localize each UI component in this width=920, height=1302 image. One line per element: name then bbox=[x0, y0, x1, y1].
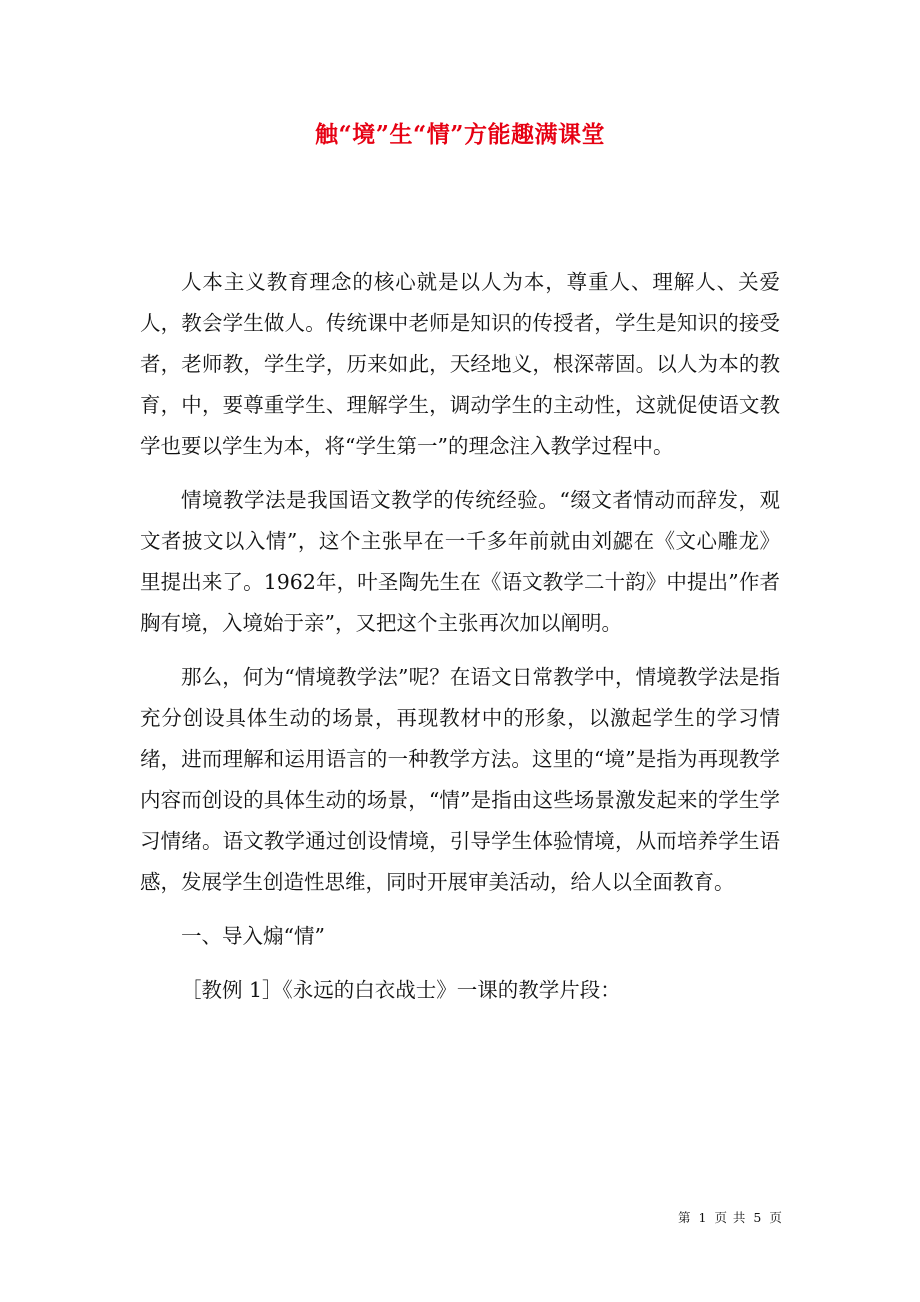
footer-prefix: 第 bbox=[678, 1210, 692, 1225]
paragraph-3: 那么，何为“情境教学法”呢？在语文日常教学中，情境教学法是指充分创设具体生动的场景，再现教材中的形象，以激起学生的学习情绪，进而理解和运用语言的一种教学方法。这里的“境”是指为再现教学内容而创设的具体生动的场景，“情”是指由这些场景激发起来的学生学习情绪。语文教学通过创设情境，引导学生体验情境，从而培养学生语感，发展学生创造性思维，同时开展审美活动，给人以全面教育。 bbox=[140, 665, 780, 894]
paragraph-2: 情境教学法是我国语文教学的传统经验。“缀文者情动而辞发，观文者披文以入情”，这个主张早在一千多年前就由刘勰在《文心雕龙》里提出来了。1962年，叶圣陶先生在《语文教学二十韵》中提出”作者胸有境，入境始于亲”，又把这个主张再次加以阐明。 bbox=[140, 488, 780, 635]
document-body bbox=[140, 262, 780, 1024]
footer-page-number: 1 bbox=[698, 1210, 708, 1225]
footer-total-pages: 5 bbox=[753, 1210, 763, 1225]
document-title: 触“境”生“情”方能趣满课堂 bbox=[315, 121, 605, 148]
section-heading: 一、导入煽“情” bbox=[181, 924, 325, 948]
example-line: ［教例 1］《永远的白衣战士》一课的教学片段： bbox=[181, 978, 621, 1002]
footer-suffix: 页 bbox=[769, 1210, 783, 1225]
footer-middle: 页 共 bbox=[714, 1210, 747, 1225]
paragraph-1: 人本主义教育理念的核心就是以人为本，尊重人、理解人、关爱人，教会学生做人。传统课中老师是知识的传授者，学生是知识的接受者，老师教，学生学，历来如此，天经地义，根深蒂固。以人为本的教育，中，要尊重学生、理解学生，调动学生的主动性，这就促使语文教学也要以学生为本，将“学生第一”的理念注入教学过程中。 bbox=[140, 270, 780, 458]
page-footer bbox=[678, 1208, 785, 1226]
